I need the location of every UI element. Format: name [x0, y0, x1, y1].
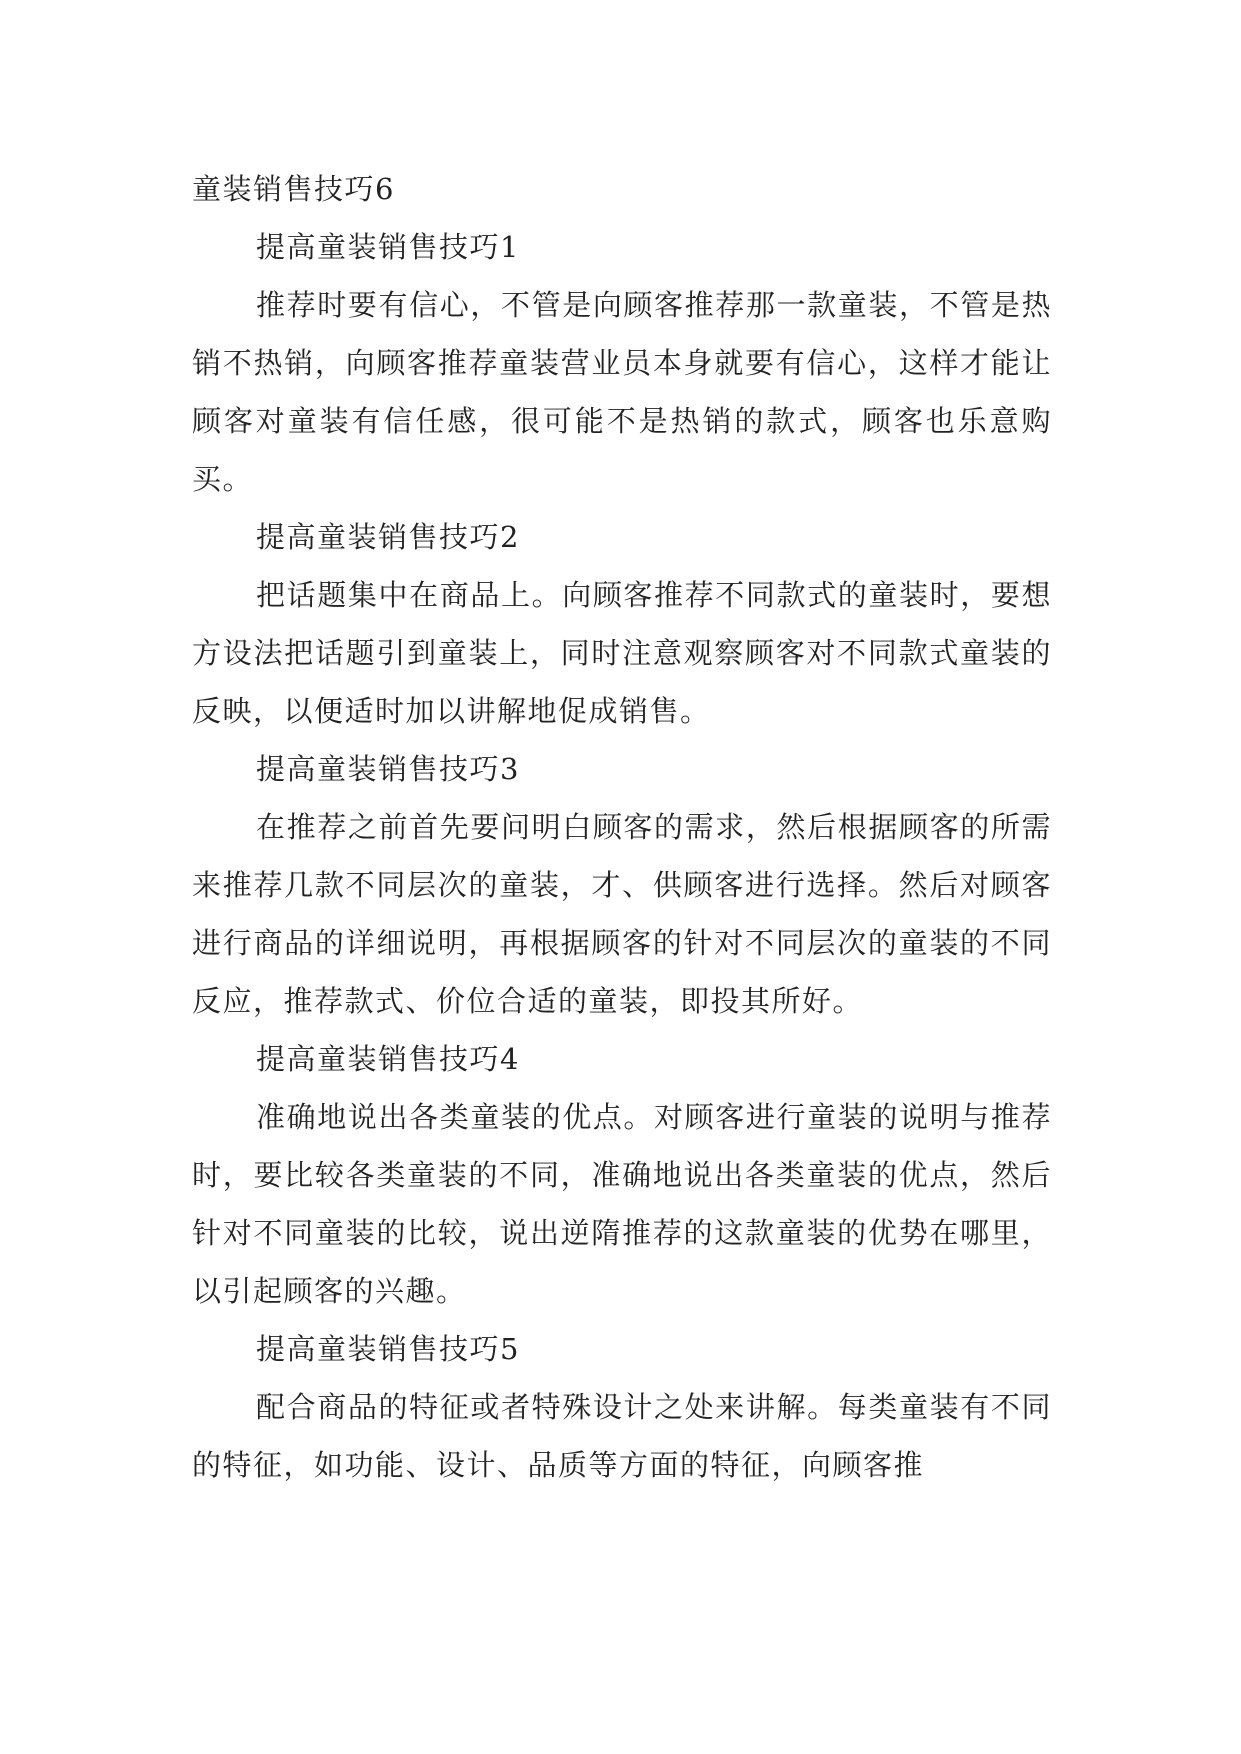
section-paragraph-4: 准确地说出各类童装的优点。对顾客进行童装的说明与推荐时，要比较各类童装的不同，准确地说出各类童装的优点，然后针对不同童装的比较，说出逆隋推荐的这款童装的优势在哪里，以引起顾客的兴趣。	[192, 1100, 1052, 1308]
section-heading-3: 提高童装销售技巧3	[256, 752, 520, 786]
section-heading-1: 提高童装销售技巧1	[256, 230, 520, 264]
section-paragraph-2: 把话题集中在商品上。向顾客推荐不同款式的童装时，要想方设法把话题引到童装上，同时注意观察顾客对不同款式童装的反映，以便适时加以讲解地促成销售。	[192, 578, 1052, 728]
section-paragraph-1: 推荐时要有信心，不管是向顾客推荐那一款童装，不管是热销不热销，向顾客推荐童装营业员本身就要有信心，这样才能让顾客对童装有信任感，很可能不是热销的款式，顾客也乐意购买。	[192, 288, 1052, 496]
section-heading-5: 提高童装销售技巧5	[256, 1332, 520, 1366]
section-heading-2: 提高童装销售技巧2	[256, 520, 520, 554]
section-paragraph-5: 配合商品的特征或者特殊设计之处来讲解。每类童装有不同的特征，如功能、设计、品质等方面的特征，向顾客推	[192, 1390, 1052, 1482]
document-body	[192, 160, 1052, 1494]
section-paragraph-3: 在推荐之前首先要问明白顾客的需求，然后根据顾客的所需来推荐几款不同层次的童装，才、供顾客进行选择。然后对顾客进行商品的详细说明，再根据顾客的针对不同层次的童装的不同反应，推荐款式、价位合适的童装，即投其所好。	[192, 810, 1052, 1018]
section-heading-4: 提高童装销售技巧4	[256, 1042, 520, 1076]
document-title: 童装销售技巧6	[192, 172, 395, 206]
